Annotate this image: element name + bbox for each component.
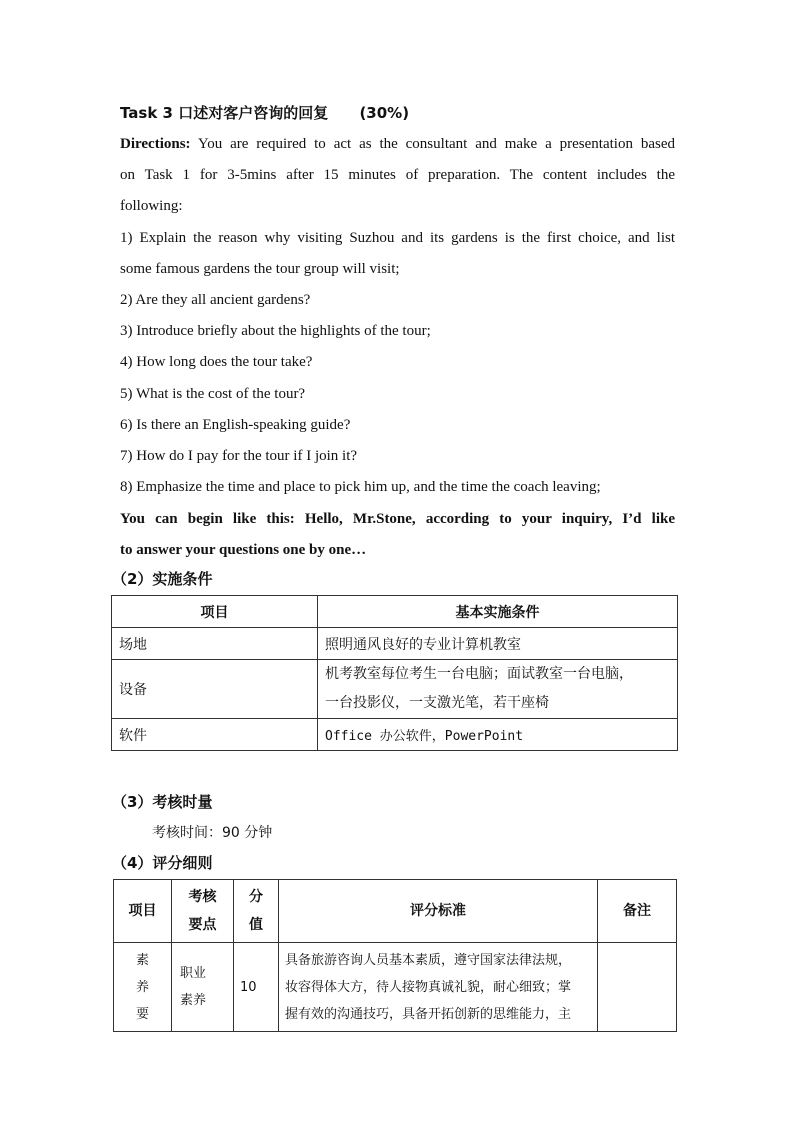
row-item-line: 素 (135, 952, 149, 968)
table-row (112, 719, 678, 751)
row-condition (318, 660, 678, 719)
header-note: 备注 (598, 880, 677, 943)
list-item: 5) What is the cost of the tour? (120, 386, 306, 402)
directions-text-1: You are required to act as the consultant and make a presentation based (197, 136, 675, 152)
scoring-table (113, 879, 677, 1032)
header-points-line: 考核 (188, 889, 217, 905)
table-header-row (114, 880, 677, 943)
row-item-line: 要 (135, 1006, 149, 1022)
standard-line: 具备旅游咨询人员基本素质，遵守国家法律法规， (285, 952, 572, 968)
row-item: 设备 (112, 660, 318, 719)
list-item: 4) How long does the tour take? (120, 354, 313, 370)
begin-line-2: to answer your questions one by one… (120, 542, 367, 558)
conditions-table (111, 595, 678, 751)
table-row (112, 628, 678, 660)
table-header-row (112, 596, 678, 628)
directions-label: Directions: (120, 136, 191, 152)
exam-time: 考核时间：90 分钟 (152, 825, 273, 841)
list-item: some famous gardens the tour group will visit; (120, 261, 400, 277)
task-weight: (30%) (359, 104, 410, 122)
standard-line: 握有效的沟通技巧，具备开拓创新的思维能力，主 (285, 1006, 572, 1022)
row-points-line: 职业 (180, 966, 207, 981)
list-item: 7) How do I pay for the tour if I join it? (120, 448, 358, 464)
header-score-line: 值 (249, 917, 263, 933)
standard-line: 妆容得体大方，待人接物真诚礼貌，耐心细致；掌 (285, 979, 572, 995)
task-title-text: Task 3 口述对客户咨询的回复 (120, 104, 329, 122)
list-item: 2) Are they all ancient gardens? (120, 292, 311, 308)
row-score: 10 (234, 943, 279, 1032)
list-item: 6) Is there an English-speaking guide? (120, 417, 351, 433)
row-item-line: 养 (135, 979, 149, 995)
list-item: 1) Explain the reason why visiting Suzhou and its gardens is the first choice, and list (120, 230, 675, 246)
row-condition: 照明通风良好的专业计算机教室 (318, 628, 678, 660)
task-title (120, 103, 409, 123)
table-row (114, 943, 677, 1032)
section-4-heading: （4）评分细则 (112, 854, 213, 872)
header-score-line: 分 (249, 889, 263, 905)
header-points (172, 880, 234, 943)
condition-line: 一台投影仪，一支激光笔，若干座椅 (325, 695, 549, 711)
table-row (112, 660, 678, 719)
list-item: 3) Introduce briefly about the highlights of the tour; (120, 323, 431, 339)
condition-line: 机考教室每位考生一台电脑；面试教室一台电脑， (325, 666, 633, 682)
section-3-heading: （3）考核时量 (112, 793, 213, 811)
row-points-line: 素养 (180, 993, 207, 1008)
row-standard (279, 943, 598, 1032)
row-points (172, 943, 234, 1032)
row-item: 软件 (112, 719, 318, 751)
row-condition: Office 办公软件，PowerPoint (318, 719, 678, 751)
directions-line-3: following: (120, 198, 183, 214)
list-item: 8) Emphasize the time and place to pick him up, and the time the coach leaving; (120, 479, 601, 495)
row-note (598, 943, 677, 1032)
header-conditions: 基本实施条件 (318, 596, 678, 628)
header-points-line: 要点 (188, 917, 217, 933)
header-item: 项目 (114, 880, 172, 943)
begin-line-1: You can begin like this: Hello, Mr.Stone, according to your inquiry, I’d like (120, 511, 675, 527)
header-standard: 评分标准 (279, 880, 598, 943)
row-item: 场地 (112, 628, 318, 660)
directions-line-1 (120, 134, 675, 154)
header-score (234, 880, 279, 943)
header-item: 项目 (112, 596, 318, 628)
row-item (114, 943, 172, 1032)
directions-line-2: on Task 1 for 3-5mins after 15 minutes of preparation. The content includes the (120, 167, 675, 183)
section-2-heading: （2）实施条件 (112, 570, 213, 588)
